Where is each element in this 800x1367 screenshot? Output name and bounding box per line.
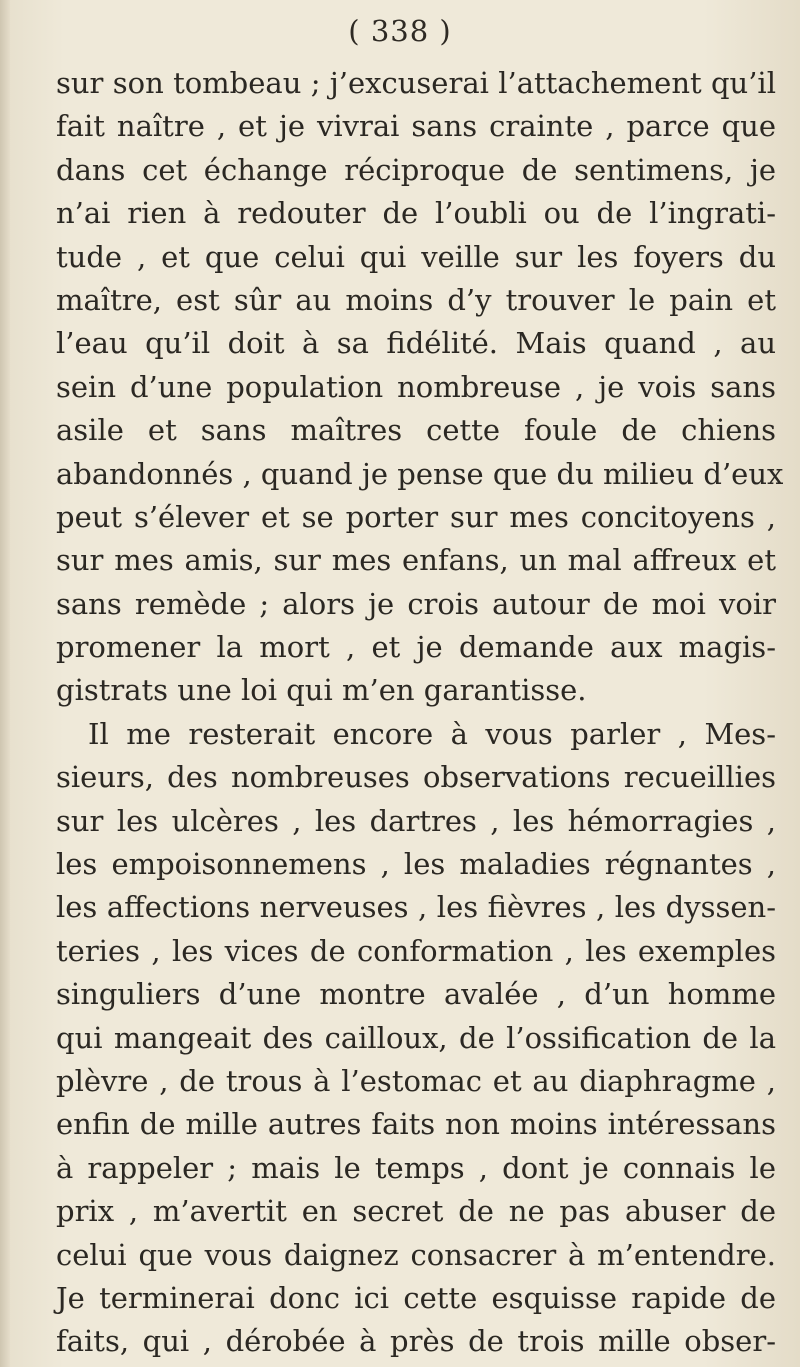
text-line: gistrats une loi qui m’en garantisse.	[56, 673, 587, 708]
text-line: enfin de mille autres faits non moins intéressans	[56, 1107, 776, 1142]
text-line: l’eau qu’il doit à sa fidélité. Mais quand , au	[56, 326, 776, 361]
text-line: les affections nerveuses , les fièvres , les dyssen-	[56, 890, 776, 925]
text-line: dans cet échange réciproque de sentimens, je	[56, 152, 776, 187]
text-line: à rappeler ; mais le temps , dont je connais le	[56, 1150, 776, 1185]
text-line: faits, qui , dérobée à près de trois mille obser-	[56, 1324, 776, 1359]
text-line: prix , m’avertit en secret de ne pas abuser de	[56, 1194, 776, 1229]
text-line: teries , les vices de conformation , les exemples	[56, 933, 776, 968]
text-line: maître, est sûr au moins d’y trouver le pain et	[56, 282, 776, 317]
text-line: sur mes amis, sur mes enfans, un mal affreux et	[56, 543, 776, 578]
text-line: singuliers d’une montre avalée , d’un homme	[56, 977, 776, 1012]
text-line: Je terminerai donc ici cette esquisse rapide de	[56, 1280, 776, 1315]
text-line: celui que vous daignez consacrer à m’entendre.	[56, 1237, 776, 1272]
text-line: sein d’une population nombreuse , je vois sans	[56, 369, 776, 404]
text-line: peut s’élever et se porter sur mes concitoyens ,	[56, 499, 776, 534]
page-number: ( 338 )	[348, 14, 452, 48]
page-edge-shadow	[0, 0, 10, 1367]
text-line: tude , et que celui qui veille sur les foyers du	[56, 239, 776, 274]
text-line: promener la mort , et je demande aux magis-	[56, 630, 776, 665]
text-line: les empoisonnemens , les maladies régnantes ,	[56, 847, 776, 882]
text-line: sur son tombeau ; j’excuserai l’attachement qu’il	[56, 66, 776, 100]
text-line: abandonnés , quand je pense que du milieu d’eux	[56, 456, 784, 491]
text-line: Il me resterait encore à vous parler , Mes-	[88, 716, 776, 751]
text-line: sur les ulcères , les dartres , les hémorragies ,	[56, 803, 776, 838]
text-line: sieurs, des nombreuses observations recueillies	[56, 760, 776, 795]
body-text	[56, 62, 784, 1364]
text-line: fait naître , et je vivrai sans crainte , parce que	[56, 109, 776, 144]
text-line: sans remède ; alors je crois autour de moi voir	[56, 586, 776, 621]
text-line: plèvre , de trous à l’estomac et au diaphragme ,	[56, 1063, 776, 1098]
text-line: n’ai rien à redouter de l’oubli ou de l’ingrati-	[56, 196, 776, 231]
text-line: asile et sans maîtres cette foule de chiens	[56, 413, 776, 448]
text-line: qui mangeait des cailloux, de l’ossification de la	[56, 1020, 776, 1055]
